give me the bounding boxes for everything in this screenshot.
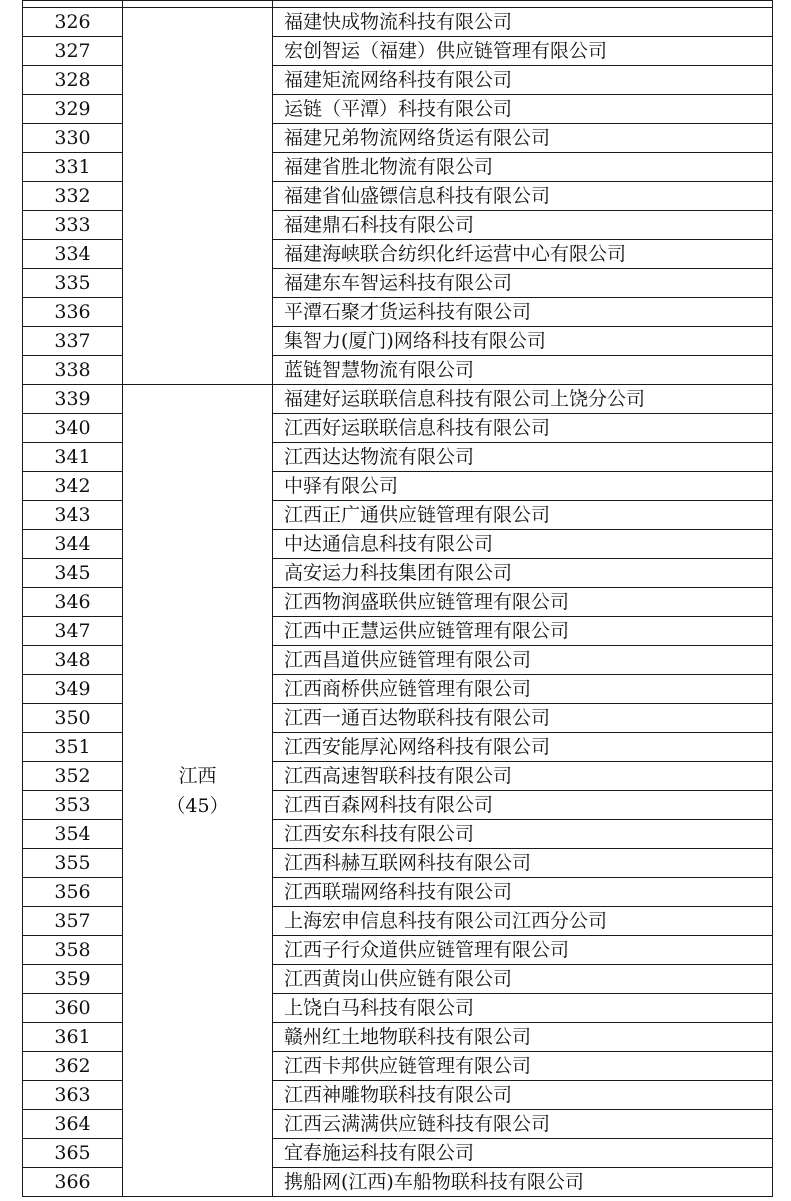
company-name: 江西达达物流有限公司 [273, 443, 773, 472]
province-cell [123, 8, 273, 385]
company-name: 江西正广通供应链管理有限公司 [273, 501, 773, 530]
row-number: 364 [23, 1110, 123, 1139]
row-number: 338 [23, 356, 123, 385]
company-name: 中驿有限公司 [273, 472, 773, 501]
row-number: 339 [23, 385, 123, 414]
row-number: 327 [23, 37, 123, 66]
row-number: 344 [23, 530, 123, 559]
company-name: 宏创智运（福建）供应链管理有限公司 [273, 37, 773, 66]
cut-cell-num [23, 1, 123, 8]
row-number: 361 [23, 1023, 123, 1052]
row-number: 359 [23, 965, 123, 994]
company-name: 福建好运联联信息科技有限公司上饶分公司 [273, 385, 773, 414]
row-number: 341 [23, 443, 123, 472]
company-name: 江西云满满供应链科技有限公司 [273, 1110, 773, 1139]
row-number: 348 [23, 646, 123, 675]
row-number: 354 [23, 820, 123, 849]
company-name: 集智力(厦门)网络科技有限公司 [273, 327, 773, 356]
row-number: 349 [23, 675, 123, 704]
row-number: 366 [23, 1168, 123, 1197]
row-number: 355 [23, 849, 123, 878]
company-name: 平潭石聚才货运科技有限公司 [273, 298, 773, 327]
row-number: 337 [23, 327, 123, 356]
row-number: 353 [23, 791, 123, 820]
row-number: 333 [23, 211, 123, 240]
company-name: 江西好运联联信息科技有限公司 [273, 414, 773, 443]
company-name: 江西一通百达物联科技有限公司 [273, 704, 773, 733]
row-number: 331 [23, 153, 123, 182]
company-name: 福建海峡联合纺织化纤运营中心有限公司 [273, 240, 773, 269]
company-name: 江西神雕物联科技有限公司 [273, 1081, 773, 1110]
cut-cell-company [273, 1, 773, 8]
row-number: 340 [23, 414, 123, 443]
company-name: 江西卡邦供应链管理有限公司 [273, 1052, 773, 1081]
company-name: 福建省胜北物流有限公司 [273, 153, 773, 182]
company-name: 福建省仙盛镖信息科技有限公司 [273, 182, 773, 211]
company-name: 江西百森网科技有限公司 [273, 791, 773, 820]
company-name: 江西中正慧运供应链管理有限公司 [273, 617, 773, 646]
row-number: 343 [23, 501, 123, 530]
row-number: 329 [23, 95, 123, 124]
table-body [23, 1, 773, 1197]
company-name: 江西安东科技有限公司 [273, 820, 773, 849]
company-name: 宜春施运科技有限公司 [273, 1139, 773, 1168]
company-name: 江西联瑞网络科技有限公司 [273, 878, 773, 907]
company-name: 福建矩流网络科技有限公司 [273, 66, 773, 95]
row-number: 363 [23, 1081, 123, 1110]
company-name: 江西黄岗山供应链有限公司 [273, 965, 773, 994]
row-number: 362 [23, 1052, 123, 1081]
row-number: 334 [23, 240, 123, 269]
company-name: 中达通信息科技有限公司 [273, 530, 773, 559]
company-name: 福建东车智运科技有限公司 [273, 269, 773, 298]
row-number: 352 [23, 762, 123, 791]
company-name: 江西安能厚沁网络科技有限公司 [273, 733, 773, 762]
row-number: 347 [23, 617, 123, 646]
row-number: 328 [23, 66, 123, 95]
row-number: 330 [23, 124, 123, 153]
company-name: 江西高速智联科技有限公司 [273, 762, 773, 791]
row-number: 356 [23, 878, 123, 907]
row-number: 335 [23, 269, 123, 298]
company-name: 运链（平潭）科技有限公司 [273, 95, 773, 124]
company-name: 江西昌道供应链管理有限公司 [273, 646, 773, 675]
table-row [23, 385, 773, 414]
company-name: 福建快成物流科技有限公司 [273, 8, 773, 37]
table-row [23, 8, 773, 37]
province-count: （45） [166, 794, 229, 817]
company-name: 江西科赫互联网科技有限公司 [273, 849, 773, 878]
company-name: 高安运力科技集团有限公司 [273, 559, 773, 588]
row-number: 365 [23, 1139, 123, 1168]
row-number: 358 [23, 936, 123, 965]
company-name: 上海宏申信息科技有限公司江西分公司 [273, 907, 773, 936]
table-top-cut-row [23, 1, 773, 8]
row-number: 346 [23, 588, 123, 617]
company-name: 蓝链智慧物流有限公司 [273, 356, 773, 385]
row-number: 342 [23, 472, 123, 501]
row-number: 336 [23, 298, 123, 327]
company-name: 携船网(江西)车船物联科技有限公司 [273, 1168, 773, 1197]
company-name: 江西商桥供应链管理有限公司 [273, 675, 773, 704]
row-number: 357 [23, 907, 123, 936]
row-number: 350 [23, 704, 123, 733]
row-number: 345 [23, 559, 123, 588]
company-name: 上饶白马科技有限公司 [273, 994, 773, 1023]
company-name: 江西子行众道供应链管理有限公司 [273, 936, 773, 965]
company-name: 江西物润盛联供应链管理有限公司 [273, 588, 773, 617]
company-name: 福建兄弟物流网络货运有限公司 [273, 124, 773, 153]
company-name: 赣州红土地物联科技有限公司 [273, 1023, 773, 1052]
row-number: 326 [23, 8, 123, 37]
company-list-table [22, 0, 773, 1197]
row-number: 351 [23, 733, 123, 762]
row-number: 332 [23, 182, 123, 211]
cut-cell-province [123, 1, 273, 8]
company-name: 福建鼎石科技有限公司 [273, 211, 773, 240]
row-number: 360 [23, 994, 123, 1023]
province-cell [123, 385, 273, 1197]
province-name: 江西 [178, 764, 217, 787]
